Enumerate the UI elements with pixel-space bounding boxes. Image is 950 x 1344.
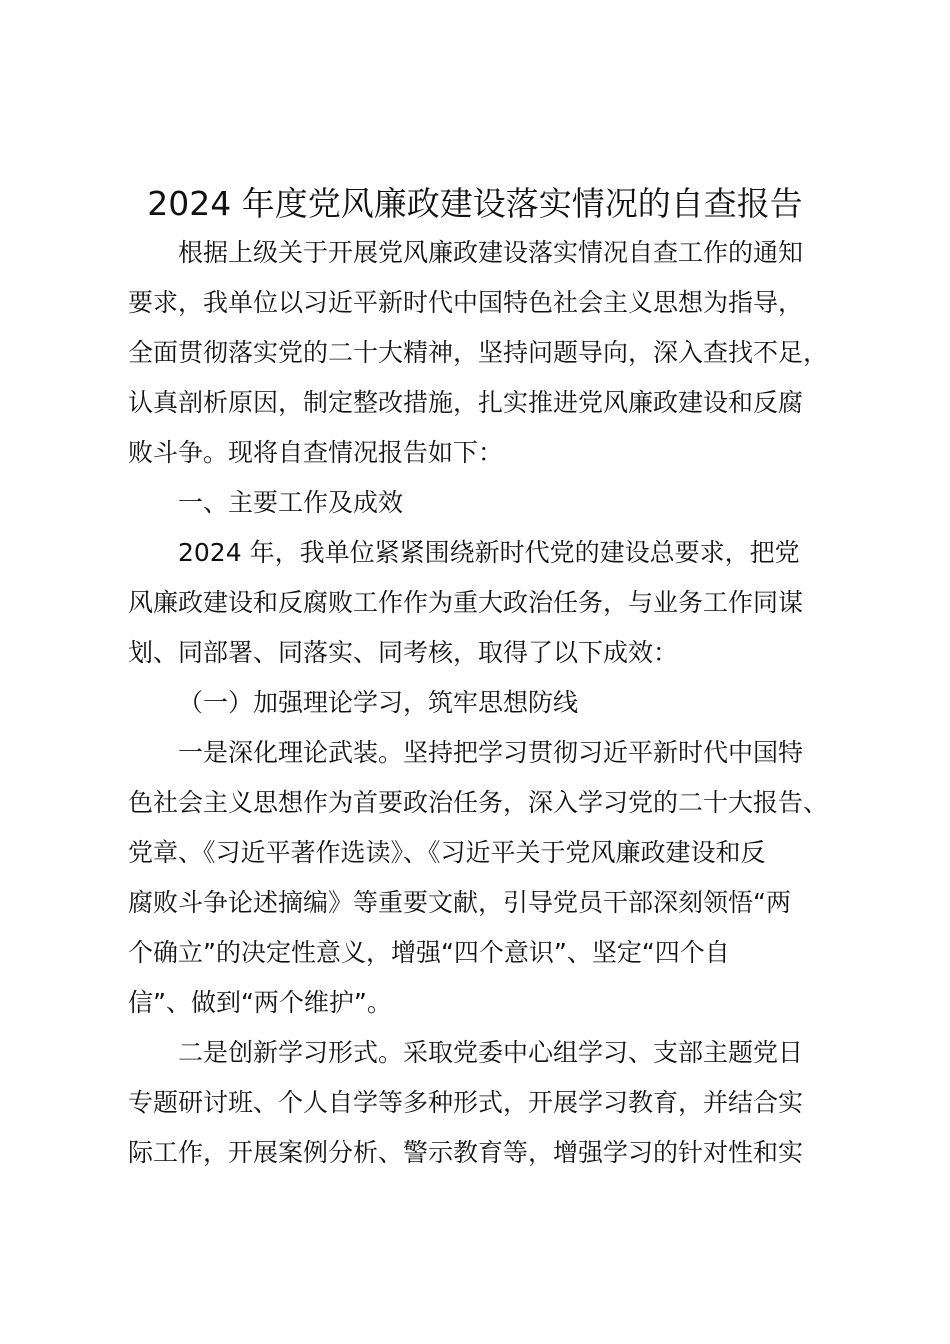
subsection-heading: （一）加强理论学习，筑牢思想防线 <box>178 688 579 717</box>
document-title: 2024 年度党风廉政建设落实情况的自查报告 <box>147 184 803 223</box>
paragraph-line: 际工作，开展案例分析、警示教育等，增强学习的针对性和实 <box>128 1138 804 1167</box>
paragraph-line: 要求，我单位以习近平新时代中国特色社会主义思想为指导， <box>128 288 804 317</box>
paragraph-line: 腐败斗争论述摘编》等重要文献，引导党员干部深刻领悟“两 <box>128 888 791 917</box>
paragraph-line: 二是创新学习形式。采取党委中心组学习、支部主题党日 <box>178 1038 804 1067</box>
paragraph-line: 党章、《习近平著作选读》、《习近平关于党风廉政建设和反 <box>128 838 766 867</box>
paragraph-line: 认真剖析原因，制定整改措施，扎实推进党风廉政建设和反腐 <box>128 388 804 417</box>
paragraph-line: 2024 年，我单位紧紧围绕新时代党的建设总要求，把党 <box>178 538 800 567</box>
paragraph-line: 个确立”的决定性意义，增强“四个意识”、坚定“四个自 <box>128 938 730 967</box>
paragraph-line: 色社会主义思想作为首要政治任务，深入学习党的二十大报告、 <box>128 788 829 817</box>
paragraph-line: 划、同部署、同落实、同考核，取得了以下成效： <box>128 638 679 667</box>
paragraph-line: 根据上级关于开展党风廉政建设落实情况自查工作的通知 <box>178 238 804 267</box>
paragraph-line: 风廉政建设和反腐败工作作为重大政治任务，与业务工作同谋 <box>128 588 804 617</box>
paragraph-line: 全面贯彻落实党的二十大精神，坚持问题导向，深入查找不足， <box>128 338 829 367</box>
paragraph-line: 败斗争。现将自查情况报告如下： <box>128 438 504 467</box>
paragraph-line: 专题研讨班、个人自学等多种形式，开展学习教育，并结合实 <box>128 1088 804 1117</box>
paragraph-line: 信”、做到“两个维护”。 <box>128 988 392 1017</box>
section-heading: 一、主要工作及成效 <box>178 488 404 517</box>
paragraph-line: 一是深化理论武装。坚持把学习贯彻习近平新时代中国特 <box>178 738 804 767</box>
